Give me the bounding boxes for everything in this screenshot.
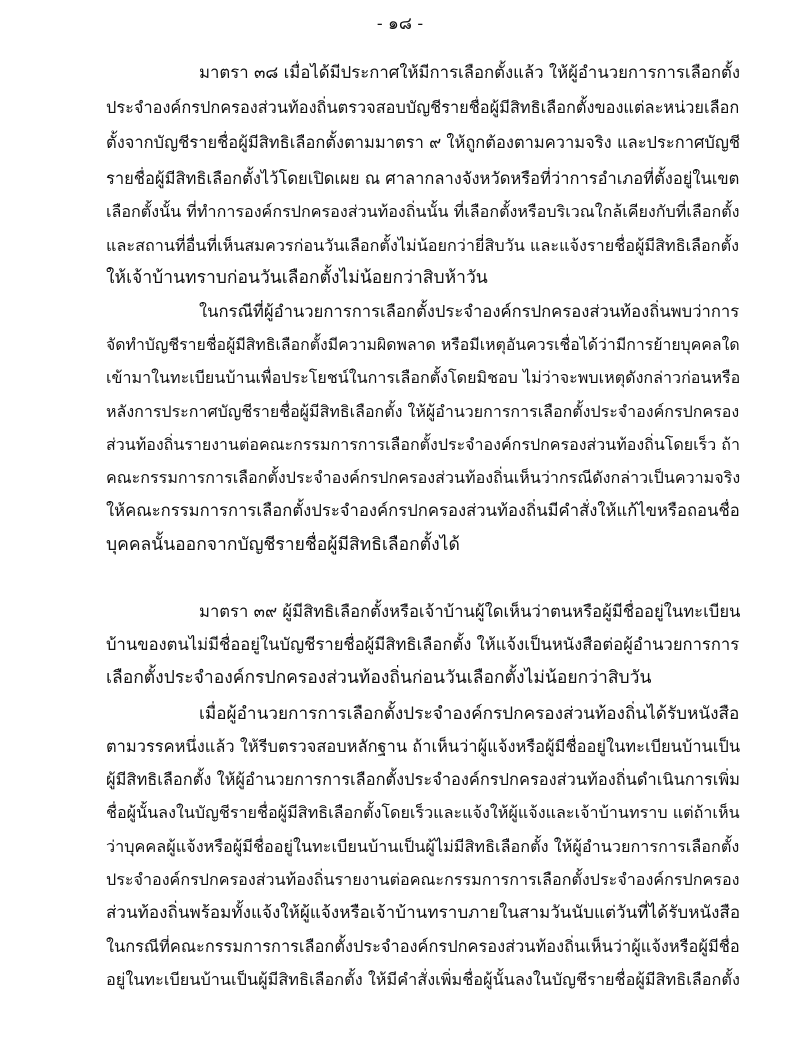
text-line: ในกรณีที่ผู้อำนวยการการเลือกตั้งประจำองค์กรปกครองส่วนท้องถิ่นพบว่าการ: [199, 302, 740, 321]
text-line: เลือกตั้งประจำองค์กรปกครองส่วนท้องถิ่นก่อนวันเลือกตั้งไม่น้อยกว่าสิบวัน: [106, 668, 652, 688]
text-line: ตามวรรคหนึ่งแล้ว ให้รีบตรวจสอบหลักฐาน ถ้าเห็นว่าผู้แจ้งหรือผู้มีชื่ออยู่ในทะเบียนบ้านเป็น: [106, 737, 741, 756]
text-line: ส่วนท้องถิ่นรายงานต่อคณะกรรมการการเลือกตั้งประจำองค์กรปกครองส่วนท้องถิ่นโดยเร็ว ถ้า: [106, 435, 740, 454]
text-line: ว่าบุคคลผู้แจ้งหรือผู้มีชื่ออยู่ในทะเบียนบ้านเป็นผู้ไม่มีสิทธิเลือกตั้ง ให้ผู้อำนวยการการเลือกตั้ง: [106, 837, 740, 856]
text-line: คณะกรรมการการเลือกตั้งประจำองค์กรปกครองส่วนท้องถิ่นเห็นว่ากรณีดังกล่าวเป็นความจริง: [106, 468, 741, 487]
text-line: เข้ามาในทะเบียนบ้านเพื่อประโยชน์ในการเลือกตั้งโดยมิชอบ ไม่ว่าจะพบเหตุดังกล่าวก่อนหรือ: [106, 368, 741, 387]
text-line: หลังการประกาศบัญชีรายชื่อผู้มีสิทธิเลือกตั้ง ให้ผู้อำนวยการการเลือกตั้งประจำองค์กรปกครอง: [106, 402, 740, 421]
text-line: มาตรา ๓๘ เมื่อได้มีประกาศให้มีการเลือกตั้งแล้ว ให้ผู้อำนวยการการเลือกตั้ง: [199, 62, 741, 82]
text-line: และสถานที่อื่นที่เห็นสมควรก่อนวันเลือกตั้งไม่น้อยกว่ายี่สิบวัน และแจ้งรายชื่อผู้มีสิทธิเลือกตั้ง: [106, 236, 740, 255]
text-line: ชื่อผู้นั้นลงในบัญชีรายชื่อผู้มีสิทธิเลือกตั้งโดยเร็วและแจ้งให้ผู้แจ้งและเจ้าบ้านทราบ แต่ถ้าเห็น: [106, 803, 740, 822]
text-line: ในกรณีที่คณะกรรมการการเลือกตั้งประจำองค์กรปกครองส่วนท้องถิ่นเห็นว่าผู้แจ้งหรือผู้มีชื่อ: [106, 937, 740, 956]
text-line: เมื่อผู้อำนวยการการเลือกตั้งประจำองค์กรปกครองส่วนท้องถิ่นได้รับหนังสือ: [199, 704, 740, 724]
text-line: ประจำองค์กรปกครองส่วนท้องถิ่นตรวจสอบบัญชีรายชื่อผู้มีสิทธิเลือกตั้งของแต่ละหน่วยเลือก: [106, 98, 740, 117]
text-line: รายชื่อผู้มีสิทธิเลือกตั้งไว้โดยเปิดเผย ณ ศาลากลางจังหวัดหรือที่ว่าการอำเภอที่ตั้งอยู่ในเขต: [106, 169, 740, 188]
text-line: ตั้งจากบัญชีรายชื่อผู้มีสิทธิเลือกตั้งตามมาตรา ๙ ให้ถูกต้องตามความจริง และประกาศบัญชี: [106, 133, 741, 152]
text-line: อยู่ในทะเบียนบ้านเป็นผู้มีสิทธิเลือกตั้ง ให้มีคำสั่งเพิ่มชื่อผู้นั้นลงในบัญชีรายชื่อผู้มีสิทธิเลือกตั้ง: [106, 970, 740, 989]
text-line: จัดทำบัญชีรายชื่อผู้มีสิทธิเลือกตั้งมีความผิดพลาด หรือมีเหตุอันควรเชื่อได้ว่ามีการย้ายบุคคลใด: [106, 335, 740, 354]
text-line: มาตรา ๓๙ ผู้มีสิทธิเลือกตั้งหรือเจ้าบ้านผู้ใดเห็นว่าตนหรือผู้มีชื่ออยู่ในทะเบียน: [199, 602, 741, 621]
text-line: ส่วนท้องถิ่นพร้อมทั้งแจ้งให้ผู้แจ้งหรือเจ้าบ้านทราบภายในสามวันนับแต่วันที่ได้รับหนังสือ: [106, 903, 741, 923]
text-line: ประจำองค์กรปกครองส่วนท้องถิ่นรายงานต่อคณะกรรมการการเลือกตั้งประจำองค์กรปกครอง: [106, 870, 740, 889]
text-line: บ้านของตนไม่มีชื่ออยู่ในบัญชีรายชื่อผู้มีสิทธิเลือกตั้ง ให้แจ้งเป็นหนังสือต่อผู้อำนวยการการ: [106, 635, 740, 654]
text-line: ให้คณะกรรมการการเลือกตั้งประจำองค์กรปกครองส่วนท้องถิ่นมีคำสั่งให้แก้ไขหรือถอนชื่อ: [106, 501, 740, 520]
text-line: ให้เจ้าบ้านทราบก่อนวันเลือกตั้งไม่น้อยกว่าสิบห้าวัน: [106, 268, 488, 288]
page-number: - ๑๘ -: [376, 14, 424, 34]
text-line: ผู้มีสิทธิเลือกตั้ง ให้ผู้อำนวยการการเลือกตั้งประจำองค์กรปกครองส่วนท้องถิ่นดำเนินการเพิ่ม: [106, 770, 740, 789]
text-line: เลือกตั้งนั้น ที่ทำการองค์กรปกครองส่วนท้องถิ่นนั้น ที่เลือกตั้งหรือบริเวณใกล้เคียงกับที่เลือกตั้ง: [106, 202, 740, 221]
text-line: บุคคลนั้นออกจากบัญชีรายชื่อผู้มีสิทธิเลือกตั้งได้: [106, 535, 460, 555]
